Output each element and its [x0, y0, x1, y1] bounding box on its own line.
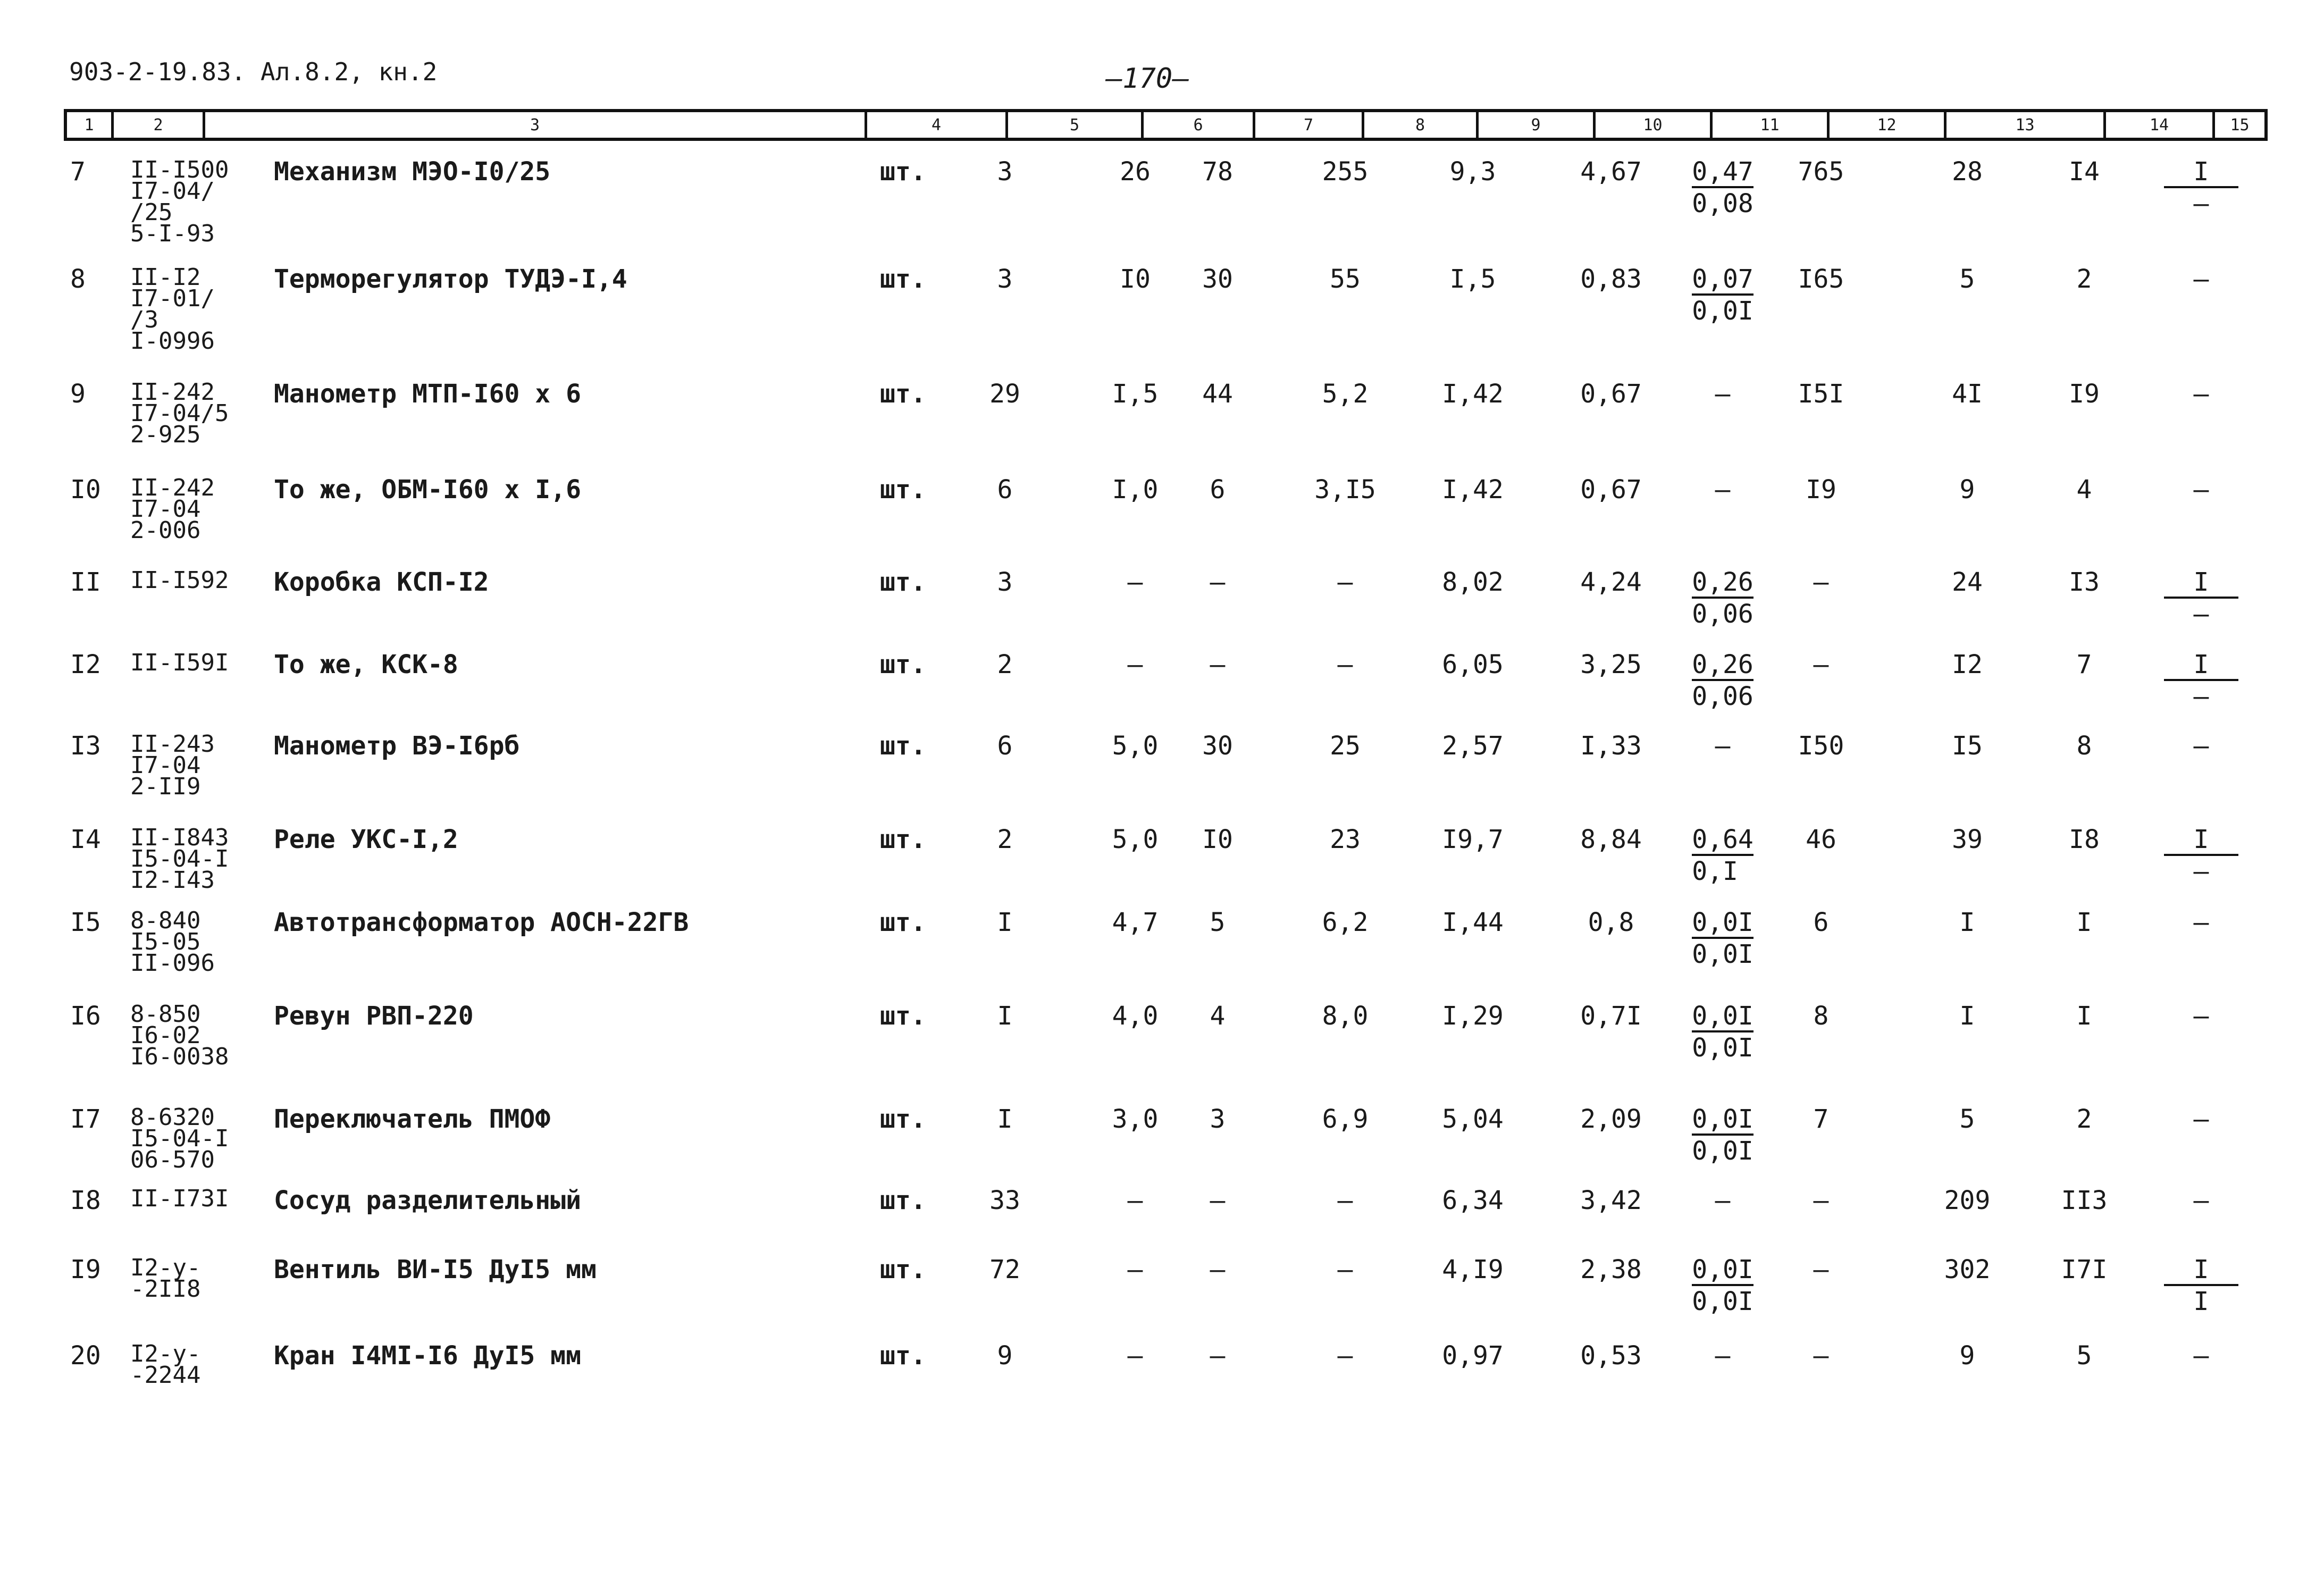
cell-c5: 2: [997, 825, 1013, 854]
cell-c11: [1675, 567, 1771, 629]
cell-c11: –: [1715, 379, 1731, 409]
cell-c14: II3: [2061, 1186, 2108, 1215]
cell-c13: 4I: [1952, 379, 1983, 409]
cell-c9: 6,05: [1442, 650, 1504, 679]
cell-c11-numerator: 0,47: [1692, 159, 1754, 188]
cell-c11: –: [1715, 731, 1731, 761]
row-number: I0: [70, 475, 101, 505]
cell-c9: I9,7: [1442, 825, 1504, 854]
unit: шт.: [880, 1186, 926, 1215]
cell-c9: I,42: [1442, 379, 1504, 409]
cell-c15: –: [2193, 731, 2209, 761]
unit: шт.: [880, 1341, 926, 1371]
unit: шт.: [880, 1104, 926, 1134]
cell-c11: [1675, 827, 1771, 884]
cell-c8: 255: [1322, 157, 1369, 187]
item-name: Переключатель ПМОФ: [274, 1104, 551, 1134]
item-name: Реле УКС-I,2: [274, 825, 458, 854]
cell-c6: –: [1127, 567, 1143, 597]
unit: шт.: [880, 264, 926, 294]
table-row: [0, 264, 2324, 355]
cell-c10: 0,67: [1580, 379, 1642, 409]
cell-c9: 6,34: [1442, 1186, 1504, 1215]
cell-c6: I0: [1120, 264, 1151, 294]
cell-c10: 2,38: [1580, 1255, 1642, 1284]
cell-c9: 2,57: [1442, 731, 1504, 761]
cell-c9: 4,I9: [1442, 1255, 1504, 1284]
cell-c9: I,29: [1442, 1001, 1504, 1031]
cell-c12: 765: [1798, 157, 1844, 187]
row-number: I5: [70, 908, 101, 937]
cell-c9: 9,3: [1449, 157, 1496, 187]
cell-c10: 0,8: [1588, 908, 1634, 937]
cell-c13: 5: [1959, 1104, 1975, 1134]
table-row: [0, 907, 2324, 977]
cell-c11-denominator: 0,06: [1692, 682, 1754, 711]
cell-c5: 3: [997, 157, 1013, 187]
cell-c7: I0: [1202, 825, 1233, 854]
cell-c12: 7: [1813, 1104, 1829, 1134]
cell-c12: I9: [1806, 475, 1836, 505]
item-name: То же, ОБМ-I60 х I,6: [274, 475, 581, 505]
cell-c11-numerator: 0,0I: [1692, 910, 1754, 939]
cell-c12: 46: [1806, 825, 1836, 854]
column-number: 11: [1713, 112, 1830, 138]
cell-c11-numerator: 0,26: [1692, 652, 1754, 681]
cell-c14: I: [2076, 908, 2092, 937]
price-code: I2-у- -2244: [130, 1340, 201, 1389]
price-code: 8-6320 I5-04-I 06-570: [130, 1104, 229, 1173]
cell-c7: 4: [1210, 1001, 1226, 1031]
cell-c11: –: [1715, 475, 1731, 505]
cell-c8: 6,2: [1322, 908, 1369, 937]
column-number: 1: [67, 112, 114, 138]
cell-c8: –: [1337, 650, 1353, 679]
cell-c10: 4,24: [1580, 567, 1642, 597]
cell-c11: [1675, 652, 1771, 709]
cell-c7: 6: [1210, 475, 1226, 505]
cell-c5: I: [997, 908, 1013, 937]
cell-c15: –: [2193, 1104, 2209, 1134]
cell-c7: 30: [1202, 264, 1233, 294]
price-code: II-242 I7-04 2-006: [130, 474, 215, 544]
cell-c8: –: [1337, 1186, 1353, 1215]
cell-c11-numerator: 0,0I: [1692, 1004, 1754, 1032]
price-code: II-I592: [130, 567, 229, 594]
unit: шт.: [880, 1255, 926, 1284]
cell-c15-numerator: I: [2164, 652, 2238, 681]
column-number: 7: [1255, 112, 1364, 138]
price-code: II-I500 I7-04/ /25 5-I-93: [130, 156, 229, 247]
cell-c14: I: [2076, 1001, 2092, 1031]
cell-c6: –: [1127, 1255, 1143, 1284]
table-row: [0, 474, 2324, 544]
table-row: [0, 1254, 2324, 1316]
column-number: 9: [1479, 112, 1596, 138]
unit: шт.: [880, 825, 926, 854]
cell-c14: 2: [2076, 1104, 2092, 1134]
cell-c11: [1675, 910, 1771, 967]
row-number: I3: [70, 731, 101, 761]
cell-c11: –: [1715, 1186, 1731, 1215]
cell-c6: I,0: [1112, 475, 1159, 505]
cell-c8: 25: [1330, 731, 1361, 761]
cell-c12: –: [1813, 567, 1829, 597]
row-number: 8: [70, 264, 86, 294]
cell-c11-denominator: 0,I: [1692, 857, 1738, 886]
column-number: 15: [2230, 115, 2250, 135]
cell-c11-denominator: 0,0I: [1692, 1033, 1754, 1063]
cell-c6: I,5: [1112, 379, 1159, 409]
row-number: I9: [70, 1255, 101, 1284]
cell-c14: 5: [2076, 1341, 2092, 1371]
cell-c13: I2: [1952, 650, 1983, 679]
column-number: 12: [1830, 112, 1947, 138]
cell-c6: –: [1127, 1341, 1143, 1371]
cell-c11-numerator: 0,0I: [1692, 1107, 1754, 1136]
cell-c8: 8,0: [1322, 1001, 1369, 1031]
cell-c15-denominator: –: [2193, 599, 2209, 629]
cell-c10: 0,83: [1580, 264, 1642, 294]
cell-c15: –: [2193, 379, 2209, 409]
cell-c12: –: [1813, 650, 1829, 679]
table-row: [0, 1185, 2324, 1215]
cell-c10: 0,67: [1580, 475, 1642, 505]
cell-c7: –: [1210, 1255, 1226, 1284]
cell-c14: 7: [2076, 650, 2092, 679]
row-number: II: [70, 567, 101, 597]
cell-c11-numerator: 0,0I: [1692, 1257, 1754, 1286]
unit: шт.: [880, 379, 926, 409]
cell-c14: I9: [2069, 379, 2100, 409]
table-row: [0, 1104, 2324, 1173]
item-name: То же, КСК-8: [274, 650, 458, 679]
price-code: II-243 I7-04 2-II9: [130, 731, 215, 800]
cell-c11: [1675, 1104, 1771, 1166]
cell-c10: 4,67: [1580, 157, 1642, 187]
cell-c13: 39: [1952, 825, 1983, 854]
row-number: 20: [70, 1341, 101, 1371]
cell-c15: –: [2193, 1001, 2209, 1031]
column-number: 14: [2106, 112, 2215, 138]
cell-c11-numerator: 0,26: [1692, 570, 1754, 599]
cell-c15: [2148, 567, 2254, 629]
price-code: II-I2 I7-01/ /3 I-0996: [130, 264, 215, 355]
cell-c11-denominator: 0,0I: [1692, 1136, 1754, 1166]
cell-c5: 6: [997, 731, 1013, 761]
unit: шт.: [880, 475, 926, 505]
row-number: I4: [70, 825, 101, 854]
cell-c11-denominator: 0,0I: [1692, 296, 1754, 326]
item-name: Манометр ВЭ-I6рб: [274, 731, 520, 761]
cell-c9: 8,02: [1442, 567, 1504, 597]
cell-c10: 2,09: [1580, 1104, 1642, 1134]
cell-c13: 302: [1944, 1255, 1991, 1284]
cell-c10: 3,25: [1580, 650, 1642, 679]
table-row: [0, 567, 2324, 629]
cell-c11: [1675, 1257, 1771, 1314]
price-code: II-I843 I5-04-I I2-I43: [130, 824, 229, 894]
item-name: Автотрансформатор АОСН-22ГВ: [274, 908, 689, 937]
cell-c14: 8: [2076, 731, 2092, 761]
row-number: 9: [70, 379, 86, 409]
price-code: 8-840 I5-05 II-096: [130, 907, 215, 977]
cell-c15-denominator: –: [2193, 682, 2209, 711]
cell-c15-numerator: I: [2164, 159, 2238, 188]
cell-c15: [2148, 1257, 2254, 1314]
cell-c14: I4: [2069, 157, 2100, 187]
cell-c11: [1675, 1001, 1771, 1063]
item-name: Терморегулятор ТУДЭ-I,4: [274, 264, 627, 294]
cell-c15-numerator: I: [2164, 827, 2238, 856]
item-name: Вентиль ВИ-I5 ДуI5 мм: [274, 1255, 597, 1284]
cell-c11-denominator: 0,0I: [1692, 1287, 1754, 1316]
cell-c6: –: [1127, 1186, 1143, 1215]
item-name: Ревун РВП-220: [274, 1001, 474, 1031]
cell-c5: 29: [989, 379, 1020, 409]
cell-c13: 9: [1959, 1341, 1975, 1371]
row-number: I7: [70, 1104, 101, 1134]
column-number: 2: [114, 112, 205, 138]
row-number: 7: [70, 157, 86, 187]
row-number: I2: [70, 650, 101, 679]
cell-c8: 55: [1330, 264, 1361, 294]
table-row: [0, 649, 2324, 711]
cell-c5: 2: [997, 650, 1013, 679]
column-number: 10: [1596, 112, 1713, 138]
column-number: 4: [867, 112, 1008, 138]
cell-c7: 78: [1202, 157, 1233, 187]
document-reference: 903-2-19.83. Ал.8.2, кн.2: [69, 57, 438, 86]
cell-c10: I,33: [1580, 731, 1642, 761]
unit: шт.: [880, 567, 926, 597]
cell-c15: [2148, 157, 2254, 219]
unit: шт.: [880, 157, 926, 187]
row-number: I6: [70, 1001, 101, 1031]
cell-c8: –: [1337, 567, 1353, 597]
cell-c9: I,5: [1449, 264, 1496, 294]
cell-c5: 6: [997, 475, 1013, 505]
cell-c6: –: [1127, 650, 1143, 679]
unit: шт.: [880, 908, 926, 937]
cell-c12: –: [1813, 1341, 1829, 1371]
cell-c13: 5: [1959, 264, 1975, 294]
table-row: [0, 1340, 2324, 1389]
cell-c9: I,44: [1442, 908, 1504, 937]
cell-c11-denominator: 0,06: [1692, 599, 1754, 629]
unit: шт.: [880, 1001, 926, 1031]
table-row: [0, 824, 2324, 894]
cell-c14: I8: [2069, 825, 2100, 854]
cell-c5: I: [997, 1001, 1013, 1031]
cell-c15: –: [2193, 1341, 2209, 1371]
cell-c15: [2148, 652, 2254, 709]
column-number: 5: [1008, 112, 1144, 138]
cell-c6: 3,0: [1112, 1104, 1159, 1134]
cell-c14: 4: [2076, 475, 2092, 505]
cell-c15-denominator: –: [2193, 189, 2209, 219]
cell-c12: 6: [1813, 908, 1829, 937]
cell-c12: I5I: [1798, 379, 1844, 409]
cell-c13: I: [1959, 1001, 1975, 1031]
page-number: —170—: [1106, 63, 1189, 95]
cell-c15-denominator: I: [2193, 1287, 2209, 1316]
cell-c10: 0,7I: [1580, 1001, 1642, 1031]
cell-c8: –: [1337, 1341, 1353, 1371]
item-name: Механизм МЭО-I0/25: [274, 157, 551, 187]
cell-c11: –: [1715, 1341, 1731, 1371]
cell-c5: 3: [997, 567, 1013, 597]
cell-c13: I: [1959, 908, 1975, 937]
cell-c9: 0,97: [1442, 1341, 1504, 1371]
cell-c11: [1675, 157, 1771, 219]
cell-c7: –: [1210, 650, 1226, 679]
item-name: Кран I4МI-I6 ДуI5 мм: [274, 1341, 581, 1371]
cell-c15: –: [2193, 475, 2209, 505]
cell-c8: 5,2: [1322, 379, 1369, 409]
cell-c14: 2: [2076, 264, 2092, 294]
column-number: 8: [1364, 112, 1479, 138]
table-row: [0, 379, 2324, 448]
column-number: 13: [1947, 112, 2106, 138]
column-number: 6: [1144, 112, 1255, 138]
cell-c5: 33: [989, 1186, 1020, 1215]
price-code: II-I73I: [130, 1185, 229, 1212]
cell-c12: 8: [1813, 1001, 1829, 1031]
cell-c7: –: [1210, 567, 1226, 597]
cell-c15-denominator: –: [2193, 857, 2209, 886]
unit: шт.: [880, 731, 926, 761]
cell-c8: 6,9: [1322, 1104, 1369, 1134]
price-code: I2-у- -2II8: [130, 1254, 201, 1303]
column-number-bar: [64, 109, 2268, 141]
cell-c12: –: [1813, 1255, 1829, 1284]
cell-c5: 9: [997, 1341, 1013, 1371]
cell-c10: 3,42: [1580, 1186, 1642, 1215]
cell-c11-denominator: 0,08: [1692, 189, 1754, 219]
cell-c15-numerator: I: [2164, 1257, 2238, 1286]
cell-c5: I: [997, 1104, 1013, 1134]
cell-c15: –: [2193, 1186, 2209, 1215]
cell-c7: –: [1210, 1186, 1226, 1215]
cell-c6: 5,0: [1112, 731, 1159, 761]
cell-c6: 26: [1120, 157, 1151, 187]
cell-c13: 209: [1944, 1186, 1991, 1215]
cell-c12: I65: [1798, 264, 1844, 294]
cell-c5: 3: [997, 264, 1013, 294]
cell-c10: 0,53: [1580, 1341, 1642, 1371]
cell-c13: 9: [1959, 475, 1975, 505]
cell-c15-numerator: I: [2164, 570, 2238, 599]
cell-c5: 72: [989, 1255, 1020, 1284]
table-row: [0, 156, 2324, 247]
cell-c6: 5,0: [1112, 825, 1159, 854]
cell-c9: I,42: [1442, 475, 1504, 505]
cell-c9: 5,04: [1442, 1104, 1504, 1134]
cell-c11-denominator: 0,0I: [1692, 939, 1754, 969]
item-name: Манометр МТП-I60 х 6: [274, 379, 581, 409]
price-code: II-I59I: [130, 649, 229, 676]
cell-c7: 3: [1210, 1104, 1226, 1134]
item-name: Сосуд разделительный: [274, 1186, 581, 1215]
cell-c15: [2148, 827, 2254, 884]
cell-c10: 8,84: [1580, 825, 1642, 854]
cell-c15: –: [2193, 908, 2209, 937]
cell-c8: –: [1337, 1255, 1353, 1284]
cell-c13: 24: [1952, 567, 1983, 597]
cell-c6: 4,7: [1112, 908, 1159, 937]
cell-c7: 5: [1210, 908, 1226, 937]
table-row: [0, 1001, 2324, 1070]
cell-c14: I7I: [2061, 1255, 2108, 1284]
item-name: Коробка КСП-I2: [274, 567, 489, 597]
column-number: 3: [205, 112, 867, 138]
cell-c13: I5: [1952, 731, 1983, 761]
unit: шт.: [880, 650, 926, 679]
cell-c12: I50: [1798, 731, 1844, 761]
row-number: I8: [70, 1186, 101, 1215]
cell-c11: [1675, 264, 1771, 326]
table-row: [0, 731, 2324, 800]
cell-c6: 4,0: [1112, 1001, 1159, 1031]
cell-c13: 28: [1952, 157, 1983, 187]
cell-c12: –: [1813, 1186, 1829, 1215]
cell-c7: 44: [1202, 379, 1233, 409]
price-code: II-242 I7-04/5 2-925: [130, 379, 229, 448]
cell-c11-numerator: 0,07: [1692, 267, 1754, 296]
cell-c8: 23: [1330, 825, 1361, 854]
cell-c8: 3,I5: [1314, 475, 1376, 505]
cell-c7: –: [1210, 1341, 1226, 1371]
cell-c7: 30: [1202, 731, 1233, 761]
cell-c11-numerator: 0,64: [1692, 827, 1754, 856]
price-code: 8-850 I6-02 I6-0038: [130, 1001, 229, 1070]
cell-c15: –: [2193, 264, 2209, 294]
cell-c14: I3: [2069, 567, 2100, 597]
